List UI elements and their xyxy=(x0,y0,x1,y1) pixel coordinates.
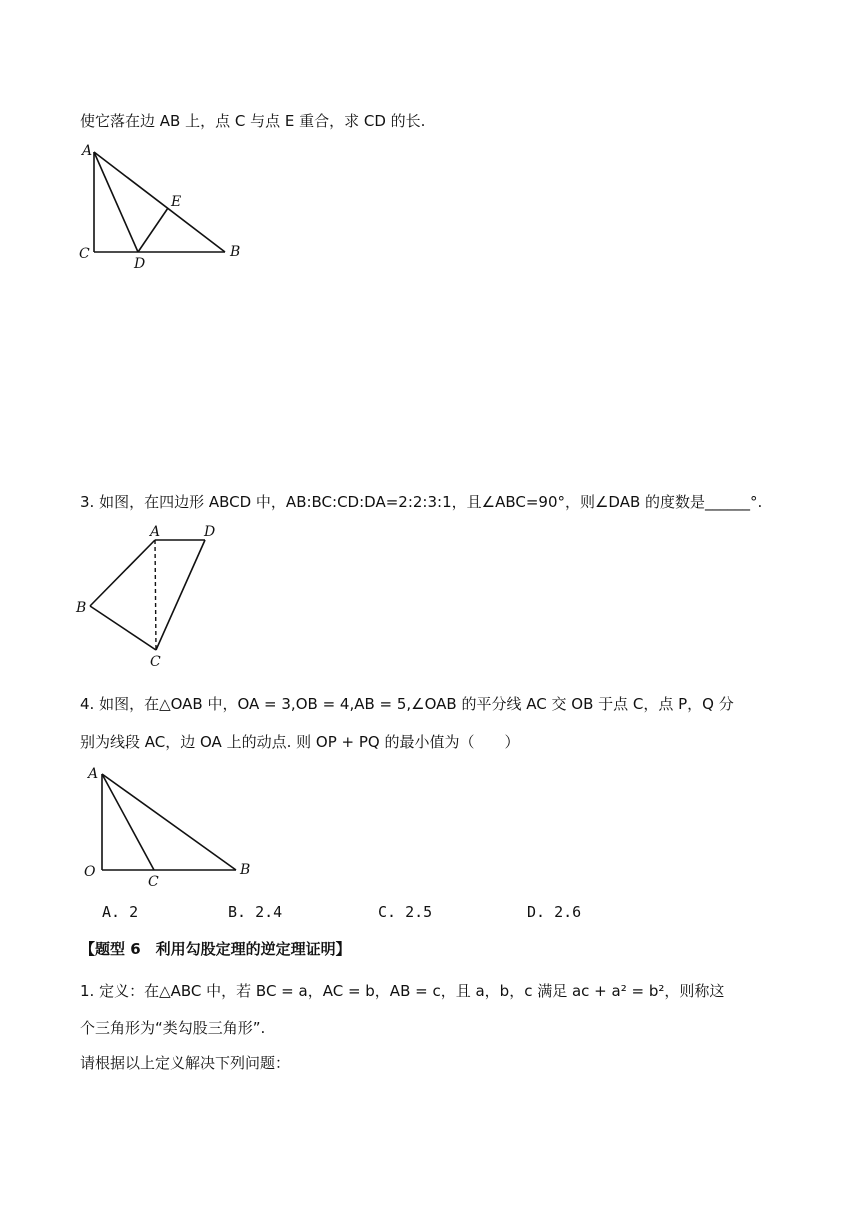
option-b[interactable]: B. 2.4 xyxy=(228,903,283,921)
label-A: A xyxy=(150,524,161,540)
label-A: A xyxy=(82,143,93,159)
label-B: B xyxy=(240,862,251,878)
label-A: A xyxy=(88,766,99,782)
option-c[interactable]: C. 2.5 xyxy=(378,903,433,921)
label-E: E xyxy=(171,194,182,210)
label-O: O xyxy=(84,864,96,880)
label-C: C xyxy=(150,654,161,670)
label-C: C xyxy=(79,246,90,262)
section-title-6: 【题型 6 利用勾股定理的逆定理证明】 xyxy=(80,940,351,958)
label-B: B xyxy=(230,244,241,260)
figure-triangle-oab xyxy=(78,762,258,894)
label-C: C xyxy=(148,874,159,890)
label-D: D xyxy=(204,524,216,540)
problem-1-line-1: 1. 定义：在△ABC 中，若 BC = a，AC = b，AB = c，且 a，b，c 满足 ac + a² = b²，则称这 xyxy=(80,982,725,1000)
question-4-line-2: 别为线段 AC，边 OA 上的动点. 则 OP + PQ 的最小值为（ ） xyxy=(80,733,520,751)
intro-line: 使它落在边 AB 上，点 C 与点 E 重合，求 CD 的长. xyxy=(80,112,426,130)
question-4-line-1: 4. 如图，在△OAB 中，OA = 3,OB = 4,AB = 5,∠OAB 的平分线 AC 交 OB 于点 C，点 P，Q 分 xyxy=(80,695,734,713)
problem-1-line-3: 请根据以上定义解决下列问题： xyxy=(80,1054,291,1072)
label-B: B xyxy=(76,600,87,616)
figure-triangle-abc-fold xyxy=(70,140,260,270)
label-D: D xyxy=(134,256,146,270)
figure-quadrilateral-abcd xyxy=(72,524,232,672)
option-d[interactable]: D. 2.6 xyxy=(527,903,582,921)
option-a[interactable]: A. 2 xyxy=(102,903,139,921)
problem-1-line-2: 个三角形为“类勾股三角形”. xyxy=(80,1019,266,1037)
question-3: 3. 如图，在四边形 ABCD 中，AB:BC:CD:DA=2:2:3:1，且∠ABC=90°，则∠DAB 的度数是______°. xyxy=(80,493,763,511)
